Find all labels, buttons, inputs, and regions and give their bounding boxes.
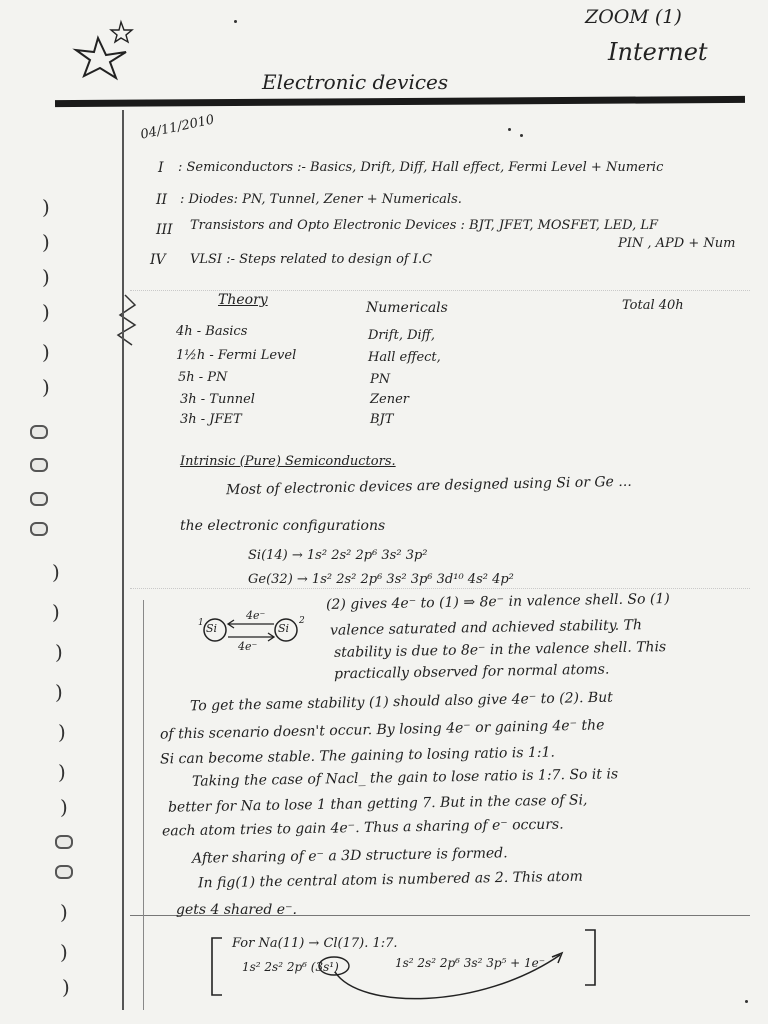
numericals-item: Zener xyxy=(370,392,410,407)
left-atom-index: 1 xyxy=(198,618,204,628)
margin-bracket: ) xyxy=(58,720,66,744)
syllabus-item-continued: PIN , APD + Num xyxy=(618,236,736,251)
margin-bracket: ) xyxy=(55,680,63,704)
margin-bracket: ) xyxy=(55,640,63,664)
theory-item: 1½h - Fermi Level xyxy=(176,348,297,363)
scan-speck xyxy=(520,134,523,137)
margin-bracket: ) xyxy=(52,560,60,584)
footnote-cl-config: 1s² 2s² 2p⁶ 3s² 3p⁵ + 1e⁻ xyxy=(395,956,546,970)
margin-bracket: ) xyxy=(42,340,50,364)
margin-bracket: ) xyxy=(42,300,50,324)
zoom-note: ZOOM (1) xyxy=(585,6,682,28)
margin-bracket: ) xyxy=(58,760,66,784)
scan-speck xyxy=(745,1000,748,1003)
numericals-header: Numericals xyxy=(366,300,448,316)
paragraph-line: To get the same stability (1) should also give 4e⁻ to (2). But xyxy=(189,689,614,715)
paragraph-line: valence saturated and achieved stability. Th xyxy=(329,617,643,639)
theory-item: 3h - JFET xyxy=(180,412,242,427)
page-title: Electronic devices xyxy=(262,70,449,94)
theory-item: 4h - Basics xyxy=(176,324,248,339)
paragraph-line: Taking the case of Nacl_ the gain to lose ratio is 1:7. So it is xyxy=(191,766,619,790)
syllabus-item: : Semiconductors :- Basics, Drift, Diff, Hall effect, Fermi Level + Numeric xyxy=(178,160,664,175)
ge-configuration: Ge(32) → 1s² 2s² 2p⁶ 3s² 3p⁶ 3d¹⁰ 4s² 4p² xyxy=(248,572,514,587)
numericals-item: BJT xyxy=(370,412,394,427)
margin-bracket: ) xyxy=(42,375,50,399)
paragraph-line: each atom tries to gain 4e⁻. Thus a sharing of e⁻ occurs. xyxy=(161,816,564,840)
paragraph-line: of this scenario doesn't occur. By losing 4e⁻ or gaining 4e⁻ the xyxy=(159,717,605,743)
syllabus-numeral: II xyxy=(156,192,168,208)
left-atom-label: Si xyxy=(206,622,218,635)
footnote-na-config: 1s² 2s² 2p⁶ (3s¹) xyxy=(242,960,339,974)
paragraph-line: the electronic configurations xyxy=(180,518,386,534)
margin-bracket: ) xyxy=(42,265,50,289)
margin-bracket: ) xyxy=(52,600,60,624)
syllabus-item: VLSI :- Steps related to design of I.C xyxy=(190,252,433,267)
scan-speck xyxy=(234,20,237,23)
numericals-item: Hall effect, xyxy=(368,350,441,365)
right-atom-label: Si xyxy=(278,622,290,635)
top-electron-label: 4e⁻ xyxy=(246,609,266,622)
syllabus-numeral: I xyxy=(158,160,164,176)
syllabus-item: Transistors and Opto Electronic Devices : BJT, JFET, MOSFET, LED, LF xyxy=(190,218,658,233)
right-atom-index: 2 xyxy=(299,616,305,626)
margin-bracket: ) xyxy=(60,900,68,924)
margin-bracket: ) xyxy=(60,795,68,819)
si-configuration: Si(14) → 1s² 2s² 2p⁶ 3s² 3p² xyxy=(248,548,428,563)
margin-bracket: ) xyxy=(62,975,70,999)
theory-item: 3h - Tunnel xyxy=(180,392,255,407)
syllabus-numeral: III xyxy=(156,222,173,238)
section-title: Intrinsic (Pure) Semiconductors. xyxy=(180,454,396,469)
paragraph-line: Most of electronic devices are designed using Si or Ge ... xyxy=(225,473,632,499)
paragraph-line: Si can become stable. The gaining to losing ratio is 1:1. xyxy=(159,744,556,768)
date: 04/11/2010 xyxy=(139,112,216,143)
internet-note: Internet xyxy=(608,38,708,66)
scan-speck xyxy=(508,128,511,131)
margin-bracket: ) xyxy=(60,940,68,964)
syllabus-item: : Diodes: PN, Tunnel, Zener + Numericals. xyxy=(180,192,462,207)
paragraph-line: gets 4 shared e⁻. xyxy=(176,902,297,918)
bottom-electron-label: 4e⁻ xyxy=(238,640,258,653)
numericals-item: Drift, Diff, xyxy=(368,328,436,343)
margin-bracket: ) xyxy=(42,195,50,219)
theory-header: Theory xyxy=(218,292,268,308)
paragraph-line: After sharing of e⁻ a 3D structure is formed. xyxy=(191,845,508,867)
total-hours: Total 40h xyxy=(622,298,684,313)
numericals-item: PN xyxy=(370,372,391,387)
margin-bracket: ) xyxy=(42,230,50,254)
paragraph-line: practically observed for normal atoms. xyxy=(333,661,610,683)
paragraph-line: better for Na to lose 1 than getting 7. But in the case of Si, xyxy=(167,792,588,816)
footnote-line: For Na(11) → Cl(17). 1:7. xyxy=(232,936,398,951)
syllabus-numeral: IV xyxy=(150,252,166,268)
paragraph-line: (2) gives 4e⁻ to (1) ⇒ 8e⁻ in valence shell. So (1) xyxy=(325,591,670,613)
paragraph-line: In fig(1) the central atom is numbered as 2. This atom xyxy=(197,868,583,892)
theory-item: 5h - PN xyxy=(178,370,228,385)
paragraph-line: stability is due to 8e⁻ in the valence shell. This xyxy=(333,639,667,661)
